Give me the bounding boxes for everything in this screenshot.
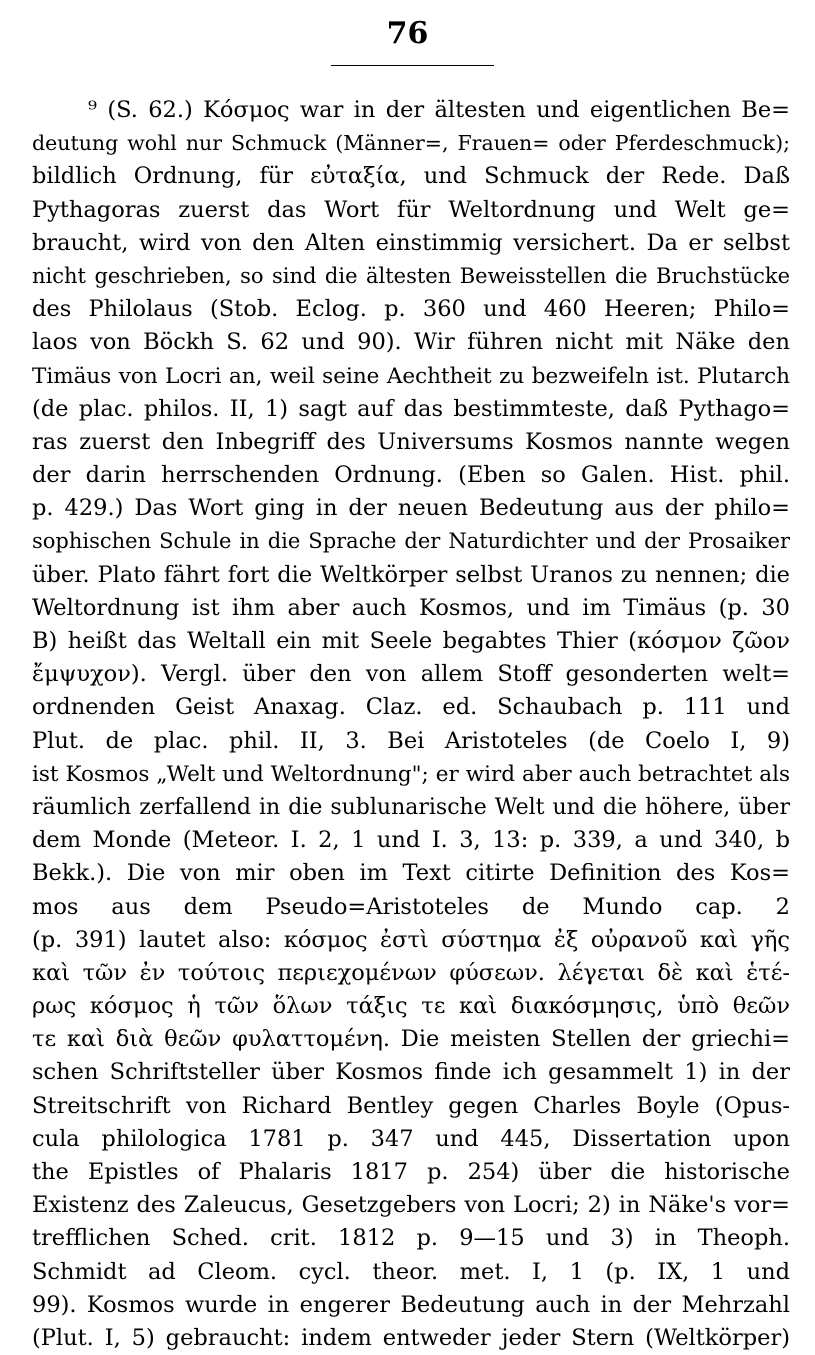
text-line: cula philologica 1781 p. 347 und 445, Dissertation upon [32,1125,790,1152]
text-line: mos aus dem Pseudo=Aristoteles de Mundo cap. 2 [32,893,790,920]
text-line: Existenz des Zaleucus, Gesetzgebers von Locri; 2) in Näke's vor= [32,1192,790,1219]
text-line: über. Plato fährt fort die Weltkörper selbst Uranos zu nennen; die [32,561,790,588]
text-line: ist Kosmos „Welt und Weltordnung"; er wird aber auch betrachtet als [32,761,790,787]
page-number: 76 [386,16,429,51]
text-line: (Plut. I, 5) gebraucht: indem entweder jeder Stern (Weltkörper) [32,1324,790,1351]
text-line: nicht geschrieben, so sind die ältesten Beweisstellen die Bruchstücke [32,263,790,288]
text-line: B) heißt das Weltall ein mit Seele begabtes Thier (κόσμον ζῶον [32,628,790,654]
text-line: Streitschrift von Richard Bentley gegen Charles Boyle (Opus- [32,1092,790,1119]
text-line: schen Schriftsteller über Kosmos finde ich gesammelt 1) in der [32,1059,790,1086]
text-line: räumlich zerfallend in die sublunarische Welt und die höhere, über [32,794,790,820]
text-line: bildlich Ordnung, für εὐταξία, und Schmuck der Rede. Daß [32,163,790,190]
text-line: des Philolaus (Stob. Eclog. p. 360 und 460 Heeren; Philo= [32,296,790,323]
text-line: dem Monde (Meteor. I. 2, 1 und I. 3, 13: p. 339, a und 340, b [32,827,790,854]
text-line: Weltordnung ist ihm aber auch Kosmos, und im Timäus (p. 30 [32,594,790,621]
text-line: deutung wohl nur Schmuck (Männer=, Frauen= oder Pferdeschmuck); [32,131,790,156]
text-line: ἔμψυχον). Vergl. über den von allem Stoff gesonderten welt= [32,661,790,688]
text-line: braucht, wird von den Alten einstimmig versichert. Da er selbst [32,229,790,256]
text-line: Bekk.). Die von mir oben im Text citirte Definition des Kos= [32,860,790,887]
footnote-text [32,94,790,1355]
text-line: the Epistles of Phalaris 1817 p. 254) über die historische [32,1159,790,1185]
text-line: der darin herrschenden Ordnung. (Eben so Galen. Hist. phil. [32,462,790,489]
text-line: ⁹ (S. 62.) Κόσμος war in der ältesten und eigentlichen Be= [88,97,790,123]
text-line: καὶ τῶν ἐν τούτοις περιεχομένων φύσεων. λέγεται δὲ καὶ ἑτέ- [32,959,790,986]
text-line: 99). Kosmos wurde in engerer Bedeutung auch in der Mehrzahl [32,1291,790,1318]
text-line: trefflichen Sched. crit. 1812 p. 9—15 und 3) in Theoph. [32,1225,790,1252]
text-line: Plut. de plac. phil. II, 3. Bei Aristoteles (de Coelo I, 9) [32,727,790,754]
text-line: (de plac. philos. II, 1) sagt auf das bestimmteste, daß Pythago= [32,395,790,422]
text-line: τε καὶ διὰ θεῶν φυλαττομένη. Die meisten Stellen der griechi= [32,1026,790,1053]
text-line: ρως κόσμος ἡ τῶν ὅλων τάξις τε καὶ διακόσμησις, ὑπὸ θεῶν [32,993,790,1020]
text-line: ras zuerst den Inbegriff des Universums Kosmos nannte wegen [32,428,790,455]
text-line: (p. 391) lautet also: κόσμος ἐστὶ σύστημα ἐξ οὐρανοῦ καὶ γῆς [32,926,790,953]
text-line: p. 429.) Das Wort ging in der neuen Bedeutung aus der philo= [32,495,790,522]
text-line: sophischen Schule in die Sprache der Naturdichter und der Prosaiker [32,529,790,554]
header-rule [331,65,494,66]
text-line: laos von Böckh S. 62 und 90). Wir führen nicht mit Näke den [32,329,790,356]
text-line: ordnenden Geist Anaxag. Claz. ed. Schaubach p. 111 und [32,694,790,721]
text-line: Pythagoras zuerst das Wort für Weltordnung und Welt ge= [32,196,790,223]
text-line: Schmidt ad Cleom. cycl. theor. met. I, 1 (p. IX, 1 und [32,1258,790,1285]
text-line: Timäus von Locri an, weil seine Aechtheit zu bezweifeln ist. Plutarch [32,363,790,389]
